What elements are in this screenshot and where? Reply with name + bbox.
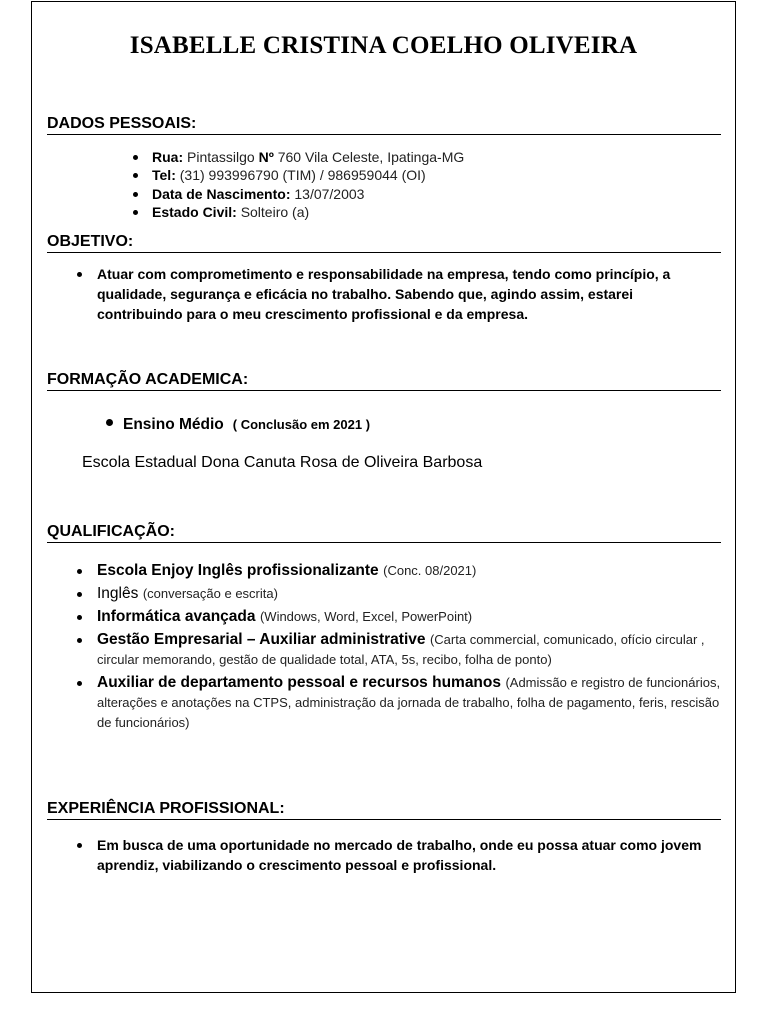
resume-page — [31, 1, 736, 993]
rua-value: Pintassilgo — [187, 149, 255, 165]
qualificacao-item — [97, 607, 727, 627]
qualificacao-desc: (Admissão e registro de funcionários, alterações e anotações na CTPS, administração da jornada de trabalho, folha de pagamento, feris, rescisão de funcionários) — [97, 675, 721, 730]
list-item-estado-civil — [152, 203, 464, 221]
rua-label: Rua: — [152, 149, 184, 165]
section-heading-experiencia: EXPERIÊNCIA PROFISSIONAL: — [47, 799, 721, 820]
qualificacao-item — [97, 630, 727, 670]
conclusao-text: ( Conclusão em 2021 ) — [232, 417, 371, 432]
nascimento-value: 13/07/2003 — [294, 185, 365, 202]
qualificacao-title: Inglês — [97, 585, 139, 602]
list-item-nascimento — [152, 185, 464, 203]
qualificacao-item — [97, 561, 727, 581]
curso-name: Ensino Médio — [123, 416, 224, 433]
qualificacao-desc: (Windows, Word, Excel, PowerPoint) — [259, 609, 473, 624]
bullet-icon — [106, 419, 113, 426]
qualificacao-item — [97, 673, 727, 733]
estado-civil-value: Solteiro (a) — [240, 203, 310, 220]
formacao-item — [106, 416, 370, 434]
numero-label: Nº — [258, 149, 274, 165]
qualificacao-list — [97, 561, 727, 736]
section-heading-objetivo: OBJETIVO: — [47, 232, 721, 253]
list-item-rua — [152, 148, 464, 166]
tel-value: (31) 993996790 (TIM) / 986959044 (OI) — [179, 167, 426, 184]
experiencia-text: Em busca de uma oportunidade no mercado de trabalho, onde eu possa atuar como jovem aprendiz, viabilizando o crescimento pessoal e profissional. — [97, 835, 717, 875]
candidate-name: ISABELLE CRISTINA COELHO OLIVEIRA — [129, 32, 638, 59]
tel-label: Tel: — [152, 167, 176, 184]
list-item-tel — [152, 166, 464, 184]
qualificacao-title: Auxiliar de departamento pessoal e recursos humanos — [97, 674, 501, 691]
qualificacao-title: Gestão Empresarial – Auxiliar administrative — [97, 631, 426, 648]
qualificacao-desc: (Conc. 08/2021) — [383, 563, 477, 578]
estado-civil-label: Estado Civil: — [152, 203, 237, 220]
objetivo-list — [97, 264, 717, 324]
experiencia-list — [97, 835, 717, 875]
section-heading-qualificacao: QUALIFICAÇÃO: — [47, 522, 721, 543]
section-heading-dados-pessoais: DADOS PESSOAIS: — [47, 114, 721, 135]
objetivo-text: Atuar com comprometimento e responsabilidade na empresa, tendo como princípio, a qualidade, segurança e eficácia no trabalho. Sabendo que, agindo assim, estarei contribuindo para o meu crescimento profissional e da empresa. — [97, 264, 717, 324]
qualificacao-desc: (Carta commercial, comunicado, ofício circular , circular memorando, gestão de qualidade total, ATA, 5s, recibo, folha de ponto) — [97, 632, 705, 667]
section-heading-formacao: FORMAÇÃO ACADEMICA: — [47, 370, 721, 391]
qualificacao-title: Escola Enjoy Inglês profissionalizante — [97, 562, 379, 579]
qualificacao-desc: (conversação e escrita) — [142, 586, 278, 601]
nascimento-label: Data de Nascimento: — [152, 185, 291, 202]
numero-value: 760 Vila Celeste, Ipatinga-MG — [277, 149, 465, 165]
personal-data-list — [152, 148, 464, 221]
escola-name: Escola Estadual Dona Canuta Rosa de Oliveira Barbosa — [82, 454, 483, 471]
qualificacao-title: Informática avançada — [97, 608, 256, 625]
qualificacao-item — [97, 584, 727, 604]
